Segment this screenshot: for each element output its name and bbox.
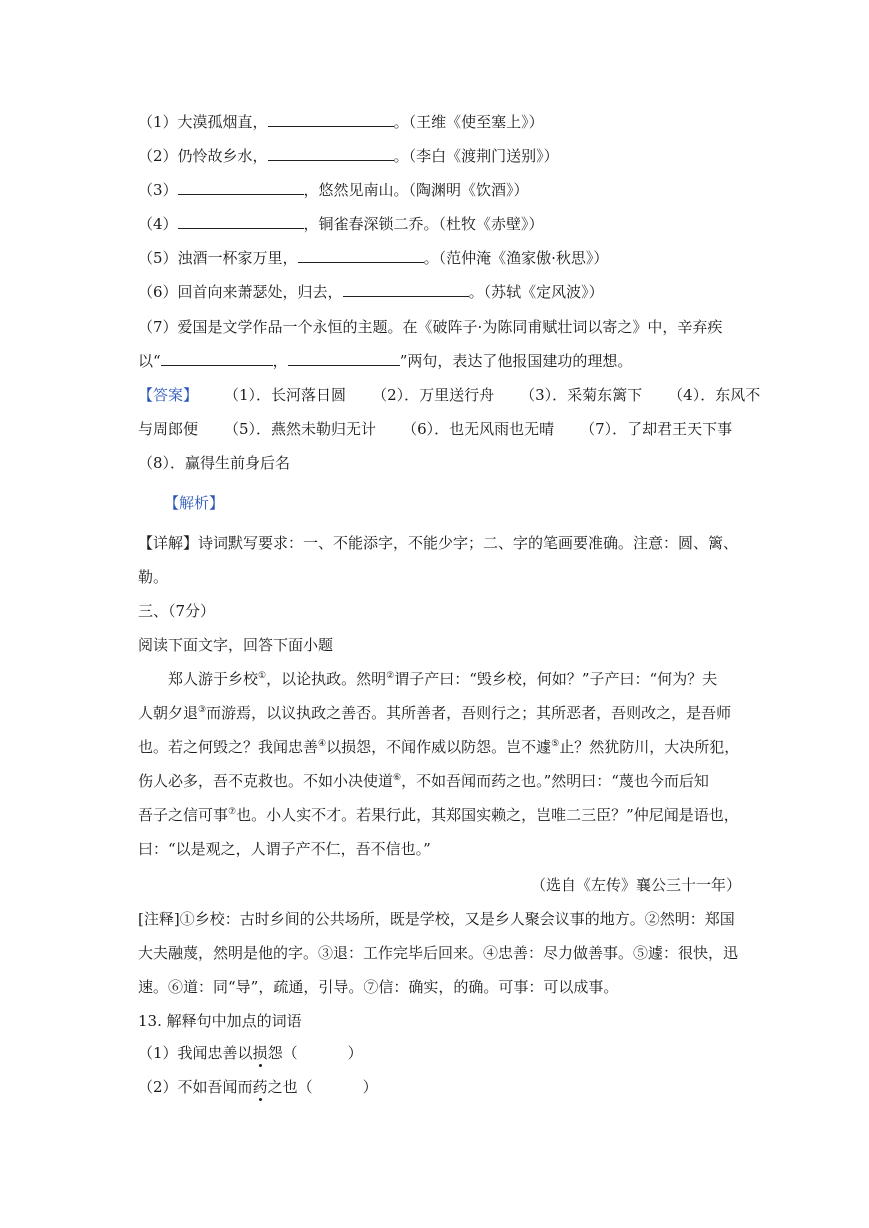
passage-text: 吾子之信可事: [138, 806, 229, 824]
answer-blank: [343, 282, 469, 297]
fill-blank-1: [138, 111, 544, 133]
answer-tag: 【答案】: [138, 386, 199, 404]
poem-source: 。（李白《渡荆门送别》）: [393, 147, 559, 165]
note-marker: ④: [318, 739, 327, 749]
passage-line2: [138, 702, 731, 724]
section-title: 三、（7分）: [138, 602, 216, 620]
item-number: （4）: [138, 215, 178, 233]
comma: ，: [272, 352, 288, 370]
passage-line4: [138, 770, 709, 792]
fill-blank-2: [138, 145, 559, 167]
passage-line5: [138, 804, 739, 826]
note-marker: ⑦: [228, 807, 237, 817]
passage-text: 而游焉，以议执政之善否。其所善者，吾则行之；其所恶者，吾则改之，是吾师: [206, 704, 732, 722]
question-13-title: 13. 解释句中加点的词语: [138, 1012, 302, 1030]
note-marker: ②: [386, 671, 395, 681]
fill-blank-3: [138, 179, 529, 201]
answer-item: 与周郎便: [138, 420, 199, 438]
question-13-item2: [138, 1076, 378, 1098]
item-number: （1）: [138, 113, 178, 131]
quote-open: 以“: [138, 352, 161, 370]
analysis-tag: 【解析】: [164, 494, 225, 512]
question-text: （1）我闻忠善以: [138, 1044, 253, 1062]
passage-text: 人朝夕退: [138, 704, 199, 722]
close-paren: ）: [362, 1078, 378, 1096]
passage-line1: [168, 668, 717, 690]
question-7-line2: [138, 350, 632, 372]
poem-source: 。（范仲淹《渔家傲·秋思》）: [423, 249, 609, 267]
item-number: （2）: [138, 147, 178, 165]
question-13-item1: [138, 1042, 363, 1064]
answer-item: （1）．长河落日圆: [224, 386, 347, 404]
passage-text: 也。小人实不才。若果行此，其郑国实赖之，岂唯二三臣？”仲尼闻是语也，: [236, 806, 739, 824]
poem-text: 仍怜故乡水，: [177, 147, 268, 165]
answer-blank: [298, 248, 424, 263]
passage-text: ，不如吾闻而药之也。”然明曰：“蔑也今而后知: [401, 772, 709, 790]
answer-item: （6）．也无风雨也无晴: [402, 420, 555, 438]
detail-line2: 勒。: [138, 568, 169, 586]
answer-item: （3）．采菊东篱下: [520, 386, 643, 404]
answer-blank: [268, 112, 394, 127]
fill-blank-5: [138, 247, 608, 269]
passage-text: 以损怨，不闻作威以防怨。岂不遽: [326, 738, 552, 756]
passage-source: （选自《左传》襄公三十一年）: [530, 876, 741, 894]
question-text: 之也（: [267, 1078, 313, 1096]
passage-text: 也。若之何毁之？我闻忠善: [138, 738, 319, 756]
answer-blank: [288, 351, 400, 366]
section-instruction: 阅读下面文字，回答下面小题: [138, 636, 334, 654]
answer-item: （7）．了却君王天下事: [580, 420, 733, 438]
fill-blank-4: [138, 213, 544, 235]
notes-line3: 速。⑥道：同“导”，疏通，引导。⑦信：确实，的确。可事：可以成事。: [138, 978, 619, 996]
passage-line3: [138, 736, 739, 758]
passage-text: ，以论执政。然明: [266, 670, 387, 688]
note-marker: ①: [258, 671, 267, 681]
passage-line6: 曰：“以是观之，人谓子产不仁，吾不信也。”: [138, 840, 431, 858]
poem-source: ，悠然见南山。（陶渊明《饮酒》）: [303, 181, 529, 199]
poem-text: 大漠孤烟直，: [177, 113, 268, 131]
detail-line1: [138, 532, 738, 554]
item-number: （6）: [138, 283, 178, 301]
passage-text: 谓子产曰：“毁乡校，何如？”子产曰：“何为？夫: [394, 670, 718, 688]
quote-close-text: ”两句，表达了他报国建功的理想。: [399, 352, 633, 370]
fill-blank-6: [138, 281, 604, 303]
question-7-line1: （7）爱国是文学作品一个永恒的主题。在《破阵子·为陈同甫赋壮词以寄之》中，辛弃疾: [138, 318, 723, 336]
note-marker: ③: [198, 705, 207, 715]
answer-line3: （8）．赢得生前身后名: [138, 454, 291, 472]
answer-item: （2）．万里送行舟: [372, 386, 495, 404]
poem-text: 浊酒一杯家万里，: [177, 249, 298, 267]
answer-blank: [268, 146, 394, 161]
passage-text: 郑人游于乡校: [168, 670, 259, 688]
notes-line1: [注释]①乡校：古时乡间的公共场所，既是学校，又是乡人聚会议事的地方。②然明：郑国: [138, 910, 735, 928]
item-number: （3）: [138, 181, 178, 199]
passage-text: 伤人必多，吾不克救也。不如小决使道: [138, 772, 394, 790]
answer-blank: [178, 180, 304, 195]
detail-text: 诗词默写要求：一、不能添字，不能少字；二、字的笔画要准确。注意：圆、篱、: [198, 534, 739, 552]
answer-item: （5）．燕然未勒归无计: [224, 420, 377, 438]
notes-line2: 大夫融蔑，然明是他的字。③退：工作完毕后回来。④忠善：尽力做善事。⑤遽：很快，迅: [138, 944, 739, 962]
answer-line2: [138, 418, 732, 440]
answer-blank: [178, 214, 304, 229]
note-marker: ⑥: [393, 773, 402, 783]
question-text: 怨（: [267, 1044, 298, 1062]
passage-text: 止？然犹防川，大决所犯，: [559, 738, 740, 756]
dotted-word: 损: [252, 1044, 268, 1062]
item-number: （5）: [138, 249, 178, 267]
answer-blank: [161, 351, 273, 366]
poem-source: 。（苏轼《定风波》）: [468, 283, 604, 301]
note-marker: ⑤: [551, 739, 560, 749]
question-text: （2）不如吾闻而: [138, 1078, 253, 1096]
poem-text: 回首向来萧瑟处，归去，: [177, 283, 343, 301]
detail-tag: 【详解】: [138, 534, 199, 552]
close-paren: ）: [347, 1044, 363, 1062]
answer-line1: [138, 384, 760, 406]
poem-source: ，铜雀春深锁二乔。（杜牧《赤壁》）: [303, 215, 544, 233]
answer-item: （4）．东风不: [668, 386, 761, 404]
poem-source: 。（王维《使至塞上》）: [393, 113, 544, 131]
dotted-word: 药: [252, 1078, 268, 1096]
